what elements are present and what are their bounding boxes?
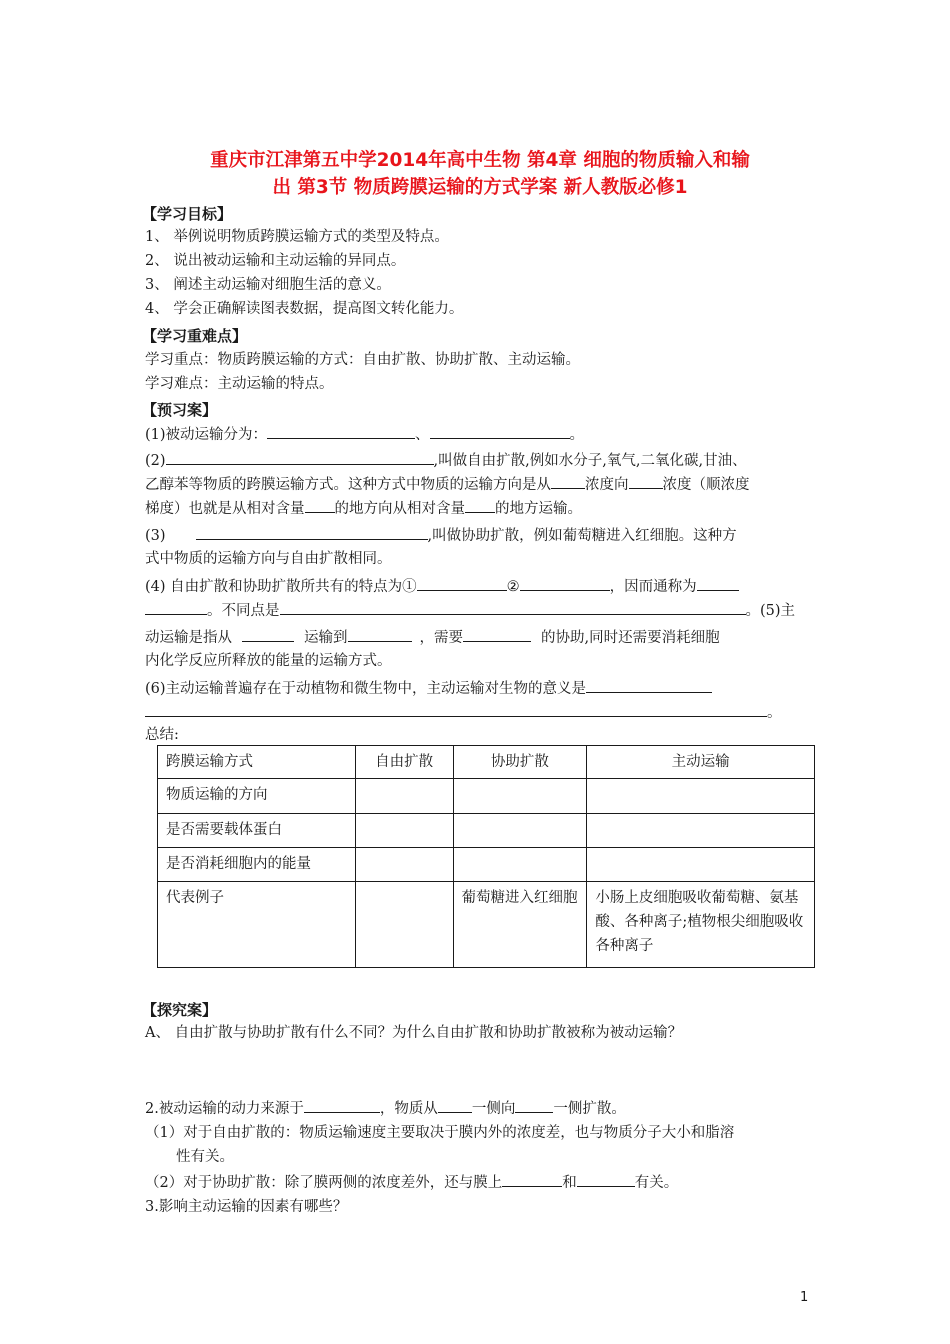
goals-header: 【学习目标】: [142, 205, 233, 223]
key-header: 【学习重难点】: [142, 327, 248, 345]
preview-q6-line2: 。: [145, 701, 782, 724]
table-cell: 是否消耗细胞内的能量: [158, 848, 356, 882]
explore-qA: A、 自由扩散与协助扩散有什么不同？为什么自由扩散和协助扩散被称为被动运输？: [145, 1025, 683, 1041]
goal-item: 2、 说出被动运输和主动运输的异同点。: [145, 253, 406, 269]
blank[interactable]: [145, 701, 767, 717]
table-cell: 代表例子: [158, 882, 356, 968]
page-number: 1: [800, 1290, 809, 1305]
explore-q2-1-line2: 性有关。: [176, 1149, 234, 1165]
blank[interactable]: [520, 575, 610, 591]
summary-label: 总结:: [145, 727, 179, 743]
title-line-1: 重庆市江津第五中学2014年高中生物 第4章 细胞的物质输入和输: [210, 150, 750, 171]
preview-q4: (4) 自由扩散和协助扩散所共有的特点为① ② ，因而通称为: [145, 575, 739, 598]
blank[interactable]: [697, 575, 739, 591]
preview-q5-line2: 内化学反应所释放的能量的运输方式。: [145, 653, 392, 669]
table-cell: 物质运输的方向: [158, 779, 356, 814]
table-cell[interactable]: [355, 814, 453, 848]
table-cell: 葡萄糖进入红细胞: [453, 882, 587, 968]
table-cell[interactable]: [355, 779, 453, 814]
blank[interactable]: [465, 497, 495, 513]
blank[interactable]: [515, 1097, 553, 1113]
preview-q1: (1)被动运输分为： 、 。: [145, 423, 584, 446]
blank[interactable]: [430, 423, 570, 439]
preview-header: 【预习案】: [142, 401, 218, 419]
goal-item: 3、 阐述主动运输对细胞生活的意义。: [145, 277, 391, 293]
table-cell[interactable]: [355, 882, 453, 968]
goal-item: 4、 学会正确解读图表数据，提高图文转化能力。: [145, 301, 464, 317]
key-point: 学习重点：物质跨膜运输的方式：自由扩散、协助扩散、主动运输。: [145, 352, 580, 368]
table-cell[interactable]: [587, 779, 815, 814]
explore-q2: 2.被动运输的动力来源于 ，物质从 一侧向 一侧扩散。: [145, 1097, 626, 1120]
table-row: [158, 848, 815, 882]
blank[interactable]: [196, 524, 428, 540]
table-cell[interactable]: [453, 814, 587, 848]
explore-q2-1: （1）对于自由扩散的：物质运输速度主要取决于膜内外的浓度差，也与物质分子大小和脂溶: [145, 1125, 735, 1141]
blank[interactable]: [551, 473, 585, 489]
preview-q3: (3) ,叫做协助扩散，例如葡萄糖进入红细胞。这种方: [145, 524, 737, 547]
blank[interactable]: [242, 626, 294, 642]
table-header-cell: 自由扩散: [355, 746, 453, 779]
blank[interactable]: [305, 497, 335, 513]
table-header-cell: 协助扩散: [453, 746, 587, 779]
blank[interactable]: [629, 473, 663, 489]
preview-q5: 动运输是指从 运输到 ，需要 的协助,同时还需要消耗细胞: [145, 626, 720, 649]
blank[interactable]: [267, 423, 415, 439]
preview-q3-line2: 式中物质的运输方向与自由扩散相同。: [145, 551, 392, 567]
table-cell[interactable]: [355, 848, 453, 882]
title-line-2: 出 第3节 物质跨膜运输的方式学案 新人教版必修1: [272, 177, 688, 198]
blank[interactable]: [463, 626, 531, 642]
goal-item: 1、 举例说明物质跨膜运输方式的类型及特点。: [145, 229, 449, 245]
preview-q2-line3: 梯度）也就是从相对含量 的地方向从相对含量 的地方运输。: [145, 497, 582, 520]
blank[interactable]: [145, 599, 207, 615]
table-header-row: [158, 746, 815, 779]
table-cell: 小肠上皮细胞吸收葡萄糖、氨基酸、各种离子;植物根尖细胞吸收各种离子: [587, 882, 815, 968]
preview-q2-line2: 乙醇苯等物质的跨膜运输方式。这种方式中物质的运输方向是从 浓度向 浓度（顺浓度: [145, 473, 750, 496]
blank[interactable]: [304, 1097, 380, 1113]
preview-q6: (6)主动运输普遍存在于动植物和微生物中，主动运输对生物的意义是: [145, 677, 712, 700]
explore-q3: 3.影响主动运输的因素有哪些？: [145, 1199, 348, 1215]
table-header-cell: 主动运输: [587, 746, 815, 779]
blank[interactable]: [502, 1171, 562, 1187]
table-row: [158, 779, 815, 814]
explore-header: 【探究案】: [142, 1001, 218, 1019]
blank[interactable]: [417, 575, 507, 591]
table-cell[interactable]: [587, 814, 815, 848]
summary-table: [157, 745, 815, 968]
table-cell[interactable]: [453, 779, 587, 814]
blank[interactable]: [586, 677, 712, 693]
blank[interactable]: [348, 626, 412, 642]
table-row: [158, 814, 815, 848]
table-header-cell: 跨膜运输方式: [158, 746, 356, 779]
table-row: [158, 882, 815, 968]
blank[interactable]: [166, 449, 434, 465]
preview-q2: (2) ,叫做自由扩散,例如水分子,氧气,二氧化碳,甘油、: [145, 449, 747, 472]
explore-q2-2: （2）对于协助扩散：除了膜两侧的浓度差外，还与膜上 和 有关。: [145, 1171, 678, 1194]
table-cell[interactable]: [587, 848, 815, 882]
blank[interactable]: [577, 1171, 635, 1187]
preview-q4-line2: 。不同点是 。(5)主: [145, 599, 795, 622]
key-point: 学习难点：主动运输的特点。: [145, 376, 334, 392]
blank[interactable]: [280, 599, 746, 615]
table-cell: 是否需要载体蛋白: [158, 814, 356, 848]
table-cell[interactable]: [453, 848, 587, 882]
blank[interactable]: [438, 1097, 472, 1113]
